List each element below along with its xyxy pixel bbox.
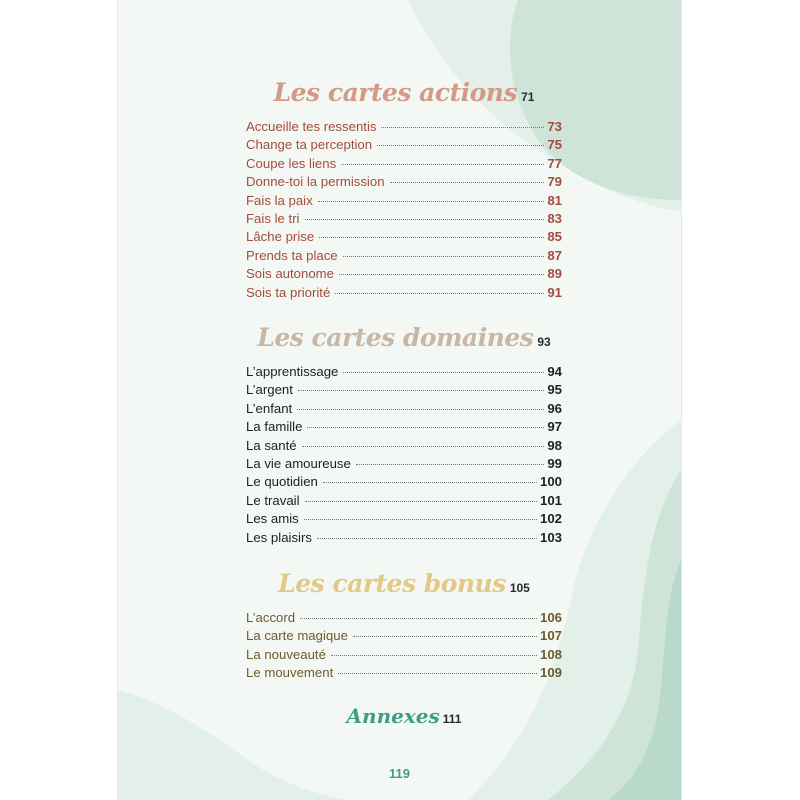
dot-leader: [298, 389, 544, 391]
toc-list-bonus: [246, 609, 562, 683]
toc-entry-label: Sois ta priorité: [246, 284, 331, 300]
toc-entry[interactable]: [246, 437, 562, 455]
toc-entry[interactable]: [246, 529, 562, 547]
toc-entry-page: 107: [539, 628, 562, 644]
dot-leader: [390, 181, 545, 183]
toc-list-actions: [246, 118, 562, 302]
dot-leader: [302, 445, 545, 447]
toc-entry-label: La famille: [246, 419, 303, 435]
toc-entry-label: Fais le tri: [246, 210, 300, 226]
toc-entry[interactable]: [246, 646, 562, 664]
toc-entry[interactable]: [246, 492, 562, 510]
toc-entry[interactable]: [246, 473, 562, 491]
section-page-number: 105: [509, 581, 530, 595]
toc-entry-label: Change ta perception: [246, 137, 373, 153]
toc-entry-page: 81: [547, 192, 562, 208]
section-heading: [246, 569, 562, 609]
toc-entry-page: 75: [547, 137, 562, 153]
dot-leader: [305, 500, 537, 502]
toc-entry-page: 94: [547, 364, 562, 379]
dot-leader: [307, 426, 544, 428]
section-title: Les cartes actions: [273, 78, 518, 107]
dot-leader: [305, 218, 545, 220]
toc-entry-label: Donne-toi la permission: [246, 174, 385, 190]
dot-leader: [297, 408, 544, 410]
toc-entry[interactable]: [246, 155, 562, 173]
toc-entry-label: La carte magique: [246, 628, 348, 644]
book-page: [118, 0, 681, 800]
toc-entry-label: Accueille tes ressentis: [246, 119, 377, 134]
toc-entry-label: Les plaisirs: [246, 529, 312, 545]
section-cartes-domaines: [246, 323, 562, 547]
dot-leader: [318, 200, 545, 202]
toc-entry-label: L’apprentissage: [246, 364, 339, 379]
toc-entry-label: Fais la paix: [246, 192, 313, 208]
dot-leader: [317, 537, 537, 539]
toc-entry[interactable]: [246, 510, 562, 528]
toc-entry[interactable]: [246, 210, 562, 228]
section-page-number: 71: [521, 90, 535, 104]
toc-entry-label: Le quotidien: [246, 474, 318, 490]
dot-leader: [300, 617, 537, 619]
section-title: Les cartes bonus: [278, 569, 506, 598]
dot-leader: [319, 236, 544, 238]
dot-leader: [343, 255, 545, 257]
toc-entry[interactable]: [246, 284, 562, 302]
dot-leader: [377, 144, 544, 146]
dot-leader: [331, 654, 537, 656]
toc-entry-page: 97: [547, 419, 562, 435]
dot-leader: [338, 672, 537, 674]
toc-entry-label: La santé: [246, 437, 297, 453]
toc-entry-page: 79: [547, 174, 562, 190]
dot-leader: [335, 292, 544, 294]
annexes-heading[interactable]: [246, 704, 562, 728]
toc-entry-label: Sois autonome: [246, 266, 334, 282]
toc-entry[interactable]: [246, 265, 562, 283]
section-page-number: 93: [537, 335, 551, 349]
toc-entry[interactable]: [246, 173, 562, 191]
toc-entry[interactable]: [246, 192, 562, 210]
toc-entry-page: 102: [539, 511, 562, 527]
toc-entry-page: 73: [547, 119, 562, 134]
toc-entry-label: L’argent: [246, 382, 293, 398]
toc-entry-label: Les amis: [246, 511, 299, 527]
section-cartes-actions: [246, 78, 562, 302]
toc-entry-label: La vie amoureuse: [246, 455, 351, 471]
toc-entry-page: 108: [539, 646, 562, 662]
toc-entry-label: Le travail: [246, 492, 300, 508]
toc-entry[interactable]: [246, 455, 562, 473]
toc-entry-page: 96: [547, 400, 562, 416]
toc-entry[interactable]: [246, 400, 562, 418]
toc-entry-page: 91: [547, 284, 562, 300]
section-heading: [246, 78, 562, 118]
toc-entry[interactable]: [246, 664, 562, 682]
toc-entry-page: 100: [539, 474, 562, 490]
section-heading: [246, 323, 562, 363]
dot-leader: [381, 126, 544, 128]
toc-entry[interactable]: [246, 118, 562, 136]
toc-entry[interactable]: [246, 381, 562, 399]
toc-entry[interactable]: [246, 418, 562, 436]
toc-entry-page: 109: [539, 665, 562, 681]
dot-leader: [304, 518, 537, 520]
toc-entry[interactable]: [246, 627, 562, 645]
toc-entry-page: 99: [547, 455, 562, 471]
toc-entry-label: L’accord: [246, 610, 296, 625]
toc-list-domaines: [246, 363, 562, 547]
toc-entry[interactable]: [246, 363, 562, 381]
toc-entry-page: 89: [547, 266, 562, 282]
toc-entry-label: L’enfant: [246, 400, 293, 416]
section-cartes-bonus: [246, 569, 562, 683]
toc-entry[interactable]: [246, 609, 562, 627]
toc-entry-page: 106: [539, 610, 562, 625]
toc-entry-label: Le mouvement: [246, 665, 334, 681]
toc-entry[interactable]: [246, 247, 562, 265]
toc-entry-page: 87: [547, 247, 562, 263]
toc-entry[interactable]: [246, 136, 562, 154]
toc-entry-page: 77: [547, 155, 562, 171]
toc-entry-page: 101: [539, 492, 562, 508]
toc-entry-label: Coupe les liens: [246, 155, 337, 171]
toc-entry-label: Lâche prise: [246, 229, 315, 245]
dot-leader: [323, 481, 537, 483]
toc-entry-page: 85: [547, 229, 562, 245]
toc-entry-page: 83: [547, 210, 562, 226]
dot-leader: [356, 463, 544, 465]
toc-entry[interactable]: [246, 228, 562, 246]
dot-leader: [341, 163, 544, 165]
toc-entry-page: 98: [547, 437, 562, 453]
toc-entry-page: 103: [539, 529, 562, 545]
dot-leader: [353, 635, 537, 637]
section-title: Les cartes domaines: [257, 323, 534, 352]
dot-leader: [343, 371, 544, 373]
page-folio: 119: [389, 766, 410, 781]
dot-leader: [339, 273, 544, 275]
annexes-page-number: 111: [442, 712, 462, 726]
toc-entry-page: 95: [547, 382, 562, 398]
toc-entry-label: Prends ta place: [246, 247, 338, 263]
annexes-title: Annexes: [346, 704, 440, 728]
toc-entry-label: La nouveauté: [246, 646, 326, 662]
